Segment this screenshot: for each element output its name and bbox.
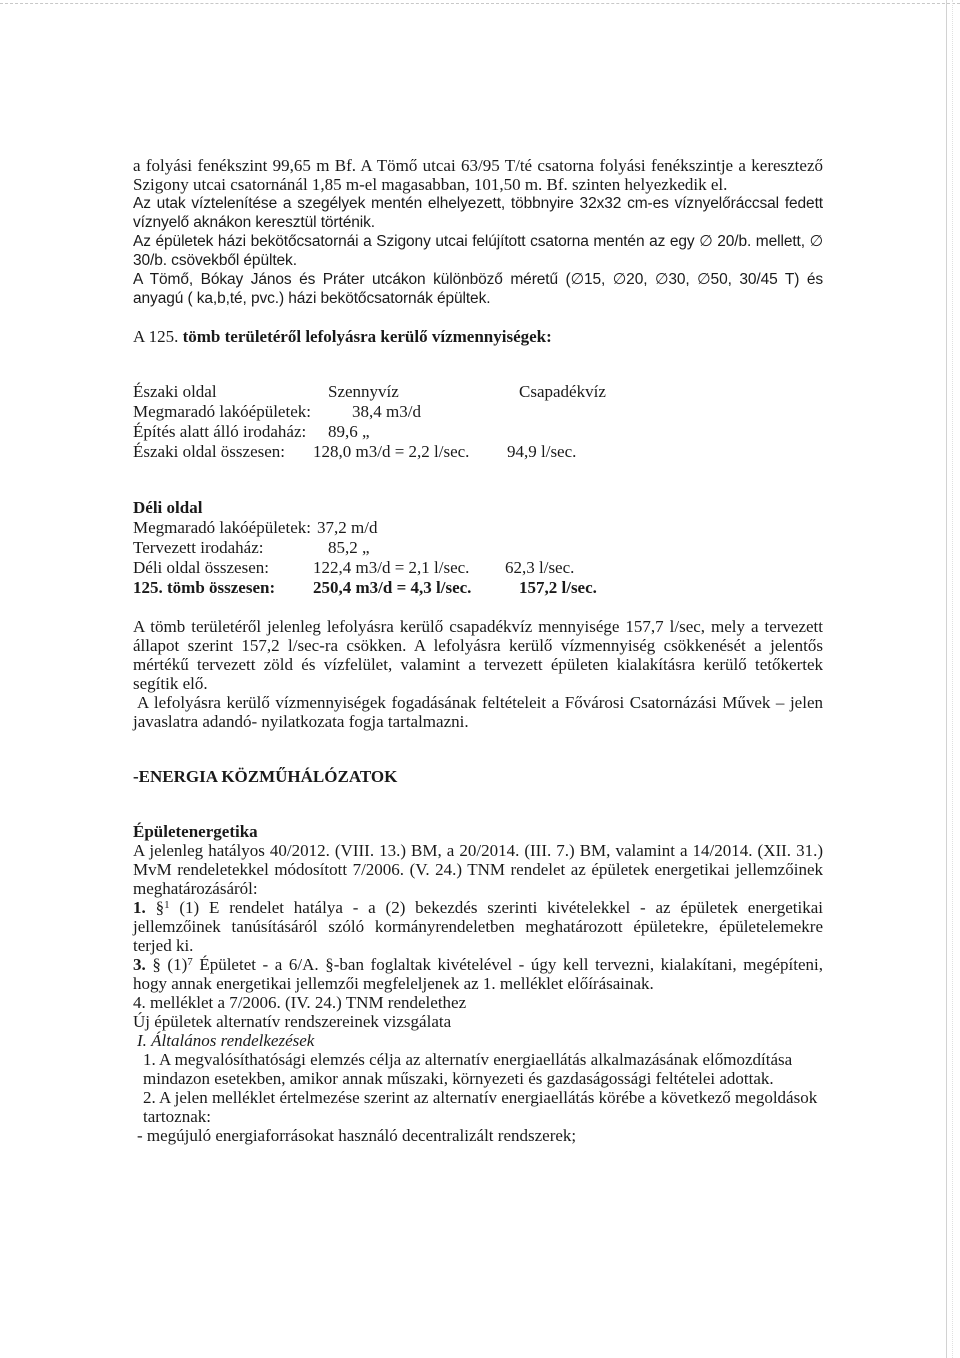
total-row	[133, 578, 823, 598]
table-row	[133, 558, 823, 578]
table-row	[133, 422, 823, 442]
south-header-row	[133, 498, 823, 518]
regulation-item-3	[133, 955, 823, 993]
row-stormwater: 62,3 l/sec.	[505, 558, 575, 577]
section-symbol: §	[155, 898, 165, 917]
scan-edge-top	[0, 3, 960, 4]
row-label: Északi oldal összesen:	[133, 442, 286, 461]
intro-paragraph-3: Az épületek házi bekötőcsatornái a Szigony utcai felújított csatorna mentén az egy ∅ 20/b. mellett, ∅ 30/b. csövekből épültek.	[133, 233, 823, 269]
item-3-number: 3.	[133, 955, 146, 974]
utility-paragraph: A lefolyásra kerülő vízmennyiségek fogadásának feltételeit a Fővárosi Csatornázási Művek – jelen javaslatra adandó- nyilatkozata fogja tartalmazni.	[133, 693, 823, 731]
row-wastewater: 85,2 „	[328, 538, 370, 557]
document-page	[133, 156, 823, 1145]
point-2: 2. A jelen melléklet értelmezése szerint az alternatív energiaellátás körébe a következő megoldások tartoznak:	[143, 1088, 818, 1126]
point-1: 1. A megvalósíthatósági elemzés célja az alternatív energiaellátás alkalmazásának előmozdítása mindazon esetekben, amikor annak műszaki, környezeti és gazdaságossági feltételei adottak.	[143, 1050, 793, 1088]
regulation-item-1	[133, 898, 823, 955]
intro-paragraph-4: A Tömő, Bókay János és Práter utcákon különböző méretű (∅15, ∅20, ∅30, ∅50, 30/45 T) és anyagú ( ka,b,té, pvc.) házi bekötőcsatornák épültek.	[133, 271, 823, 307]
annex-title: Új épületek alternatív rendszereinek vizsgálata	[133, 1012, 452, 1031]
table-row	[133, 538, 823, 558]
total-stormwater: 157,2 l/sec.	[519, 578, 597, 597]
section-title	[133, 327, 823, 346]
total-label: 125. tömb összesen:	[133, 578, 276, 597]
row-wastewater: 38,4 m3/d	[352, 402, 421, 421]
energy-heading: -ENERGIA KÖZMŰHÁLÓZATOK	[133, 767, 398, 786]
table-row	[133, 518, 823, 538]
south-header-label: Déli oldal	[133, 498, 203, 517]
north-header-label: Északi oldal	[133, 382, 217, 401]
row-wastewater: 37,2 m/d	[317, 518, 378, 537]
intro-paragraph-1: a folyási fenékszint 99,65 m Bf. A Tömő utcai 63/95 T/té csatorna folyási fenékszintje a keresztező Szigony utcai csatornánál 1,85 m-el magasabban, 101,50 m. Bf. szinten helyezkedik el.	[133, 156, 823, 194]
section-title-rest: tömb területéről lefolyásra kerülő vízmennyiségek:	[178, 327, 552, 346]
general-provisions-heading: I. Általános rendelkezések	[137, 1031, 315, 1050]
row-label: Megmaradó lakóépületek:	[133, 402, 311, 421]
footnote-ref: 1	[164, 899, 170, 911]
intro-paragraph-2: Az utak víztelenítése a szegélyek mentén elhelyezett, többnyire 32x32 cm-es víznyelőráccsal fedett víznyelő aknákon keresztül történik.	[133, 195, 823, 231]
scan-edge-right-faint	[952, 0, 953, 1358]
item-1-text: (1) E rendelet hatálya - a (2) bekezdés szerinti kivételekkel - az épületek energetikai jellemzőinek tanúsításáról szóló kormányrendeletben meghatározott épületekre, épületelemekre terjed ki.	[133, 898, 824, 955]
table-row	[133, 402, 823, 422]
row-wastewater: 89,6 „	[328, 422, 370, 441]
row-wastewater: 128,0 m3/d = 2,2 l/sec.	[313, 442, 470, 461]
item-1-number: 1.	[133, 898, 146, 917]
total-wastewater: 250,4 m3/d = 4,3 l/sec.	[313, 578, 472, 597]
section-title-prefix: A 125.	[133, 327, 179, 346]
row-label: Megmaradó lakóépületek:	[133, 518, 311, 537]
annex-reference: 4. melléklet a 7/2006. (IV. 24.) TNM rendelethez	[133, 993, 467, 1012]
north-header-wastewater: Szennyvíz	[328, 382, 399, 401]
row-label: Építés alatt álló irodaház:	[133, 422, 307, 441]
item-3-text: Épületet - a 6/A. §-ban foglaltak kivételével - úgy kell tervezni, kialakítani, megépíteni, hogy annak energetikai jellemzői megfeleljenek az 1. melléklet előírásainak.	[133, 955, 824, 993]
north-header-row	[133, 382, 823, 402]
row-stormwater: 94,9 l/sec.	[507, 442, 577, 461]
building-energy-heading: Épületenergetika	[133, 822, 258, 841]
row-wastewater: 122,4 m3/d = 2,1 l/sec.	[313, 558, 470, 577]
stormwater-paragraph: A tömb területéről jelenleg lefolyásra kerülő csapadékvíz mennyisége 157,7 l/sec, mely a tervezett állapot szerint 157,2 l/sec-ra csökken. A lefolyásra kerülő vízmennyiség csökkenését a jelentős mértékű tervezett zöld és vízfelület, valamint a tervezett épületen kialakításra kerülő tetőkertek segítik elő.	[133, 617, 823, 693]
row-label: Déli oldal összesen:	[133, 558, 269, 577]
footnote-ref: 7	[187, 956, 193, 968]
regulation-intro: A jelenleg hatályos 40/2012. (VIII. 13.) BM, a 20/2014. (III. 7.) BM, valamint a 14/2014. (XII. 31.) MvM rendeletekkel módosított 7/2006. (V. 24.) TNM rendelet az épületek energetikai jellemzőinek meghatározásáról:	[133, 841, 823, 898]
scan-edge-right	[946, 0, 947, 1358]
item-3-prefix: (1)	[160, 955, 188, 974]
section-symbol: §	[152, 955, 161, 974]
row-label: Tervezett irodaház:	[133, 538, 264, 557]
south-table	[133, 498, 823, 598]
north-table	[133, 382, 823, 462]
point-2-list-item: - megújuló energiaforrásokat használó decentralizált rendszerek;	[137, 1126, 577, 1145]
north-header-stormwater: Csapadékvíz	[519, 382, 606, 401]
table-row	[133, 442, 823, 462]
